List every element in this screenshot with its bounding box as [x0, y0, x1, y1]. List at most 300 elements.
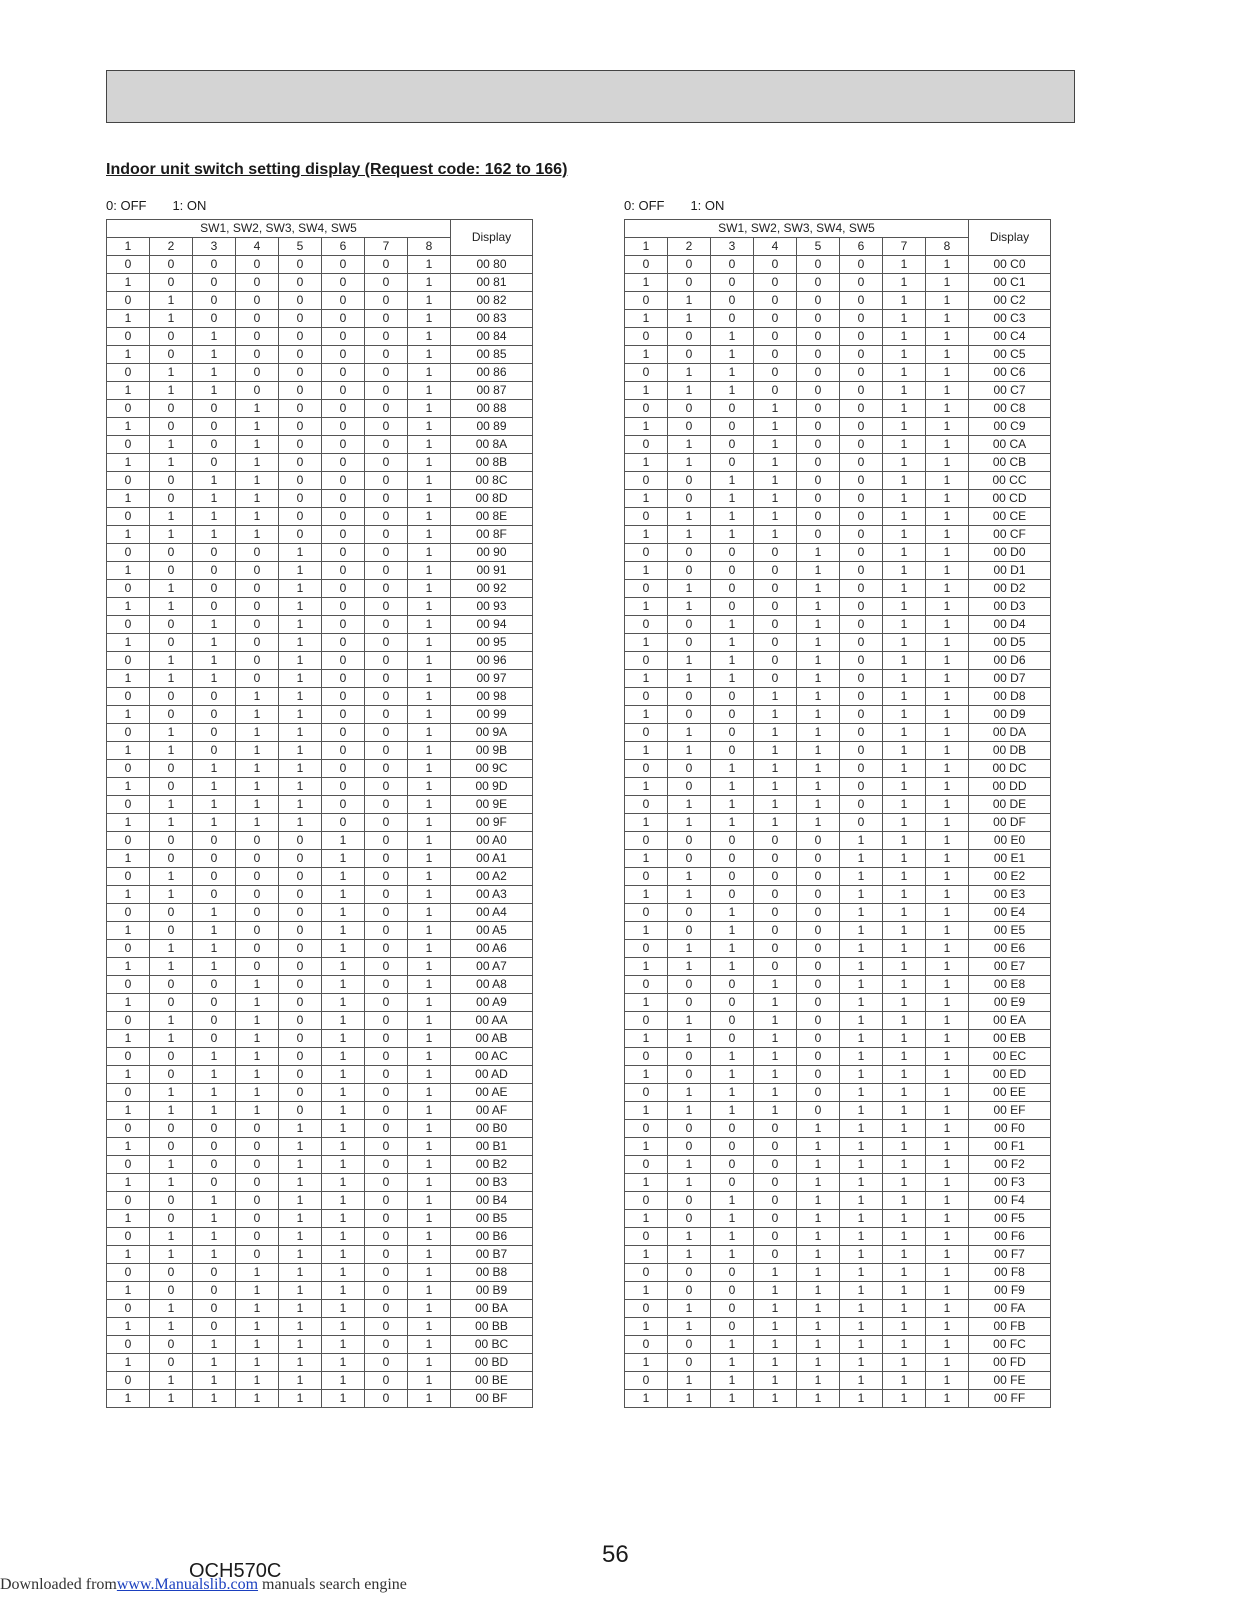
- switch-bit-cell: 1: [797, 634, 840, 652]
- switch-bit-cell: 1: [840, 1120, 883, 1138]
- switch-bit-cell: 1: [408, 364, 451, 382]
- switch-bit-cell: 1: [322, 904, 365, 922]
- switch-bit-cell: 0: [365, 634, 408, 652]
- display-code-cell: 00 ED: [969, 1066, 1051, 1084]
- table-row: [625, 472, 1051, 490]
- display-code-cell: 00 FC: [969, 1336, 1051, 1354]
- switch-bit-cell: 0: [150, 400, 193, 418]
- switch-bit-cell: 0: [711, 994, 754, 1012]
- switch-bit-cell: 0: [797, 904, 840, 922]
- switch-bit-cell: 1: [150, 652, 193, 670]
- switch-bit-cell: 1: [797, 1318, 840, 1336]
- switch-bit-cell: 1: [236, 724, 279, 742]
- switch-bit-cell: 0: [236, 652, 279, 670]
- table-row: [107, 1012, 533, 1030]
- switch-bit-cell: 0: [193, 310, 236, 328]
- switch-bit-cell: 0: [711, 1174, 754, 1192]
- switch-bit-cell: 1: [236, 418, 279, 436]
- switch-bit-cell: 1: [754, 1354, 797, 1372]
- switch-bit-cell: 1: [193, 922, 236, 940]
- switch-bit-cell: 1: [754, 1048, 797, 1066]
- switch-bit-cell: 0: [840, 814, 883, 832]
- switch-bit-cell: 0: [754, 1210, 797, 1228]
- switch-bit-cell: 0: [365, 1372, 408, 1390]
- switch-bit-cell: 0: [365, 778, 408, 796]
- switch-bit-cell: 1: [883, 1246, 926, 1264]
- table-row: [107, 922, 533, 940]
- switch-bit-cell: 1: [625, 562, 668, 580]
- display-code-cell: 00 F2: [969, 1156, 1051, 1174]
- switch-bit-cell: 1: [150, 1228, 193, 1246]
- switch-bit-cell: 0: [668, 778, 711, 796]
- switch-bit-cell: 0: [365, 796, 408, 814]
- switch-bit-cell: 1: [322, 1120, 365, 1138]
- switch-bit-cell: 1: [883, 616, 926, 634]
- switch-bit-cell: 0: [107, 796, 150, 814]
- switch-bit-cell: 1: [883, 868, 926, 886]
- switch-bit-cell: 0: [754, 904, 797, 922]
- switch-bit-cell: 1: [625, 778, 668, 796]
- switch-bit-cell: 0: [711, 706, 754, 724]
- switch-bit-cell: 1: [625, 382, 668, 400]
- switch-bit-cell: 0: [754, 1156, 797, 1174]
- switch-bit-cell: 0: [365, 418, 408, 436]
- switch-bit-cell: 1: [883, 958, 926, 976]
- switch-bit-cell: 1: [625, 598, 668, 616]
- switch-bit-cell: 1: [840, 1084, 883, 1102]
- switch-bit-cell: 1: [279, 688, 322, 706]
- switch-bit-cell: 0: [711, 886, 754, 904]
- switch-bit-cell: 0: [322, 580, 365, 598]
- switch-bit-cell: 1: [926, 1084, 969, 1102]
- table-row: [107, 418, 533, 436]
- table-row: [107, 1372, 533, 1390]
- switch-bit-cell: 0: [365, 868, 408, 886]
- switch-bit-cell: 1: [408, 292, 451, 310]
- switch-bit-cell: 1: [883, 1120, 926, 1138]
- switch-bit-cell: 1: [797, 760, 840, 778]
- switch-bit-cell: 1: [322, 976, 365, 994]
- manualslib-link[interactable]: www.Manualslib.com: [116, 1576, 259, 1593]
- switch-bit-cell: 0: [279, 508, 322, 526]
- switch-bit-cell: 1: [711, 958, 754, 976]
- display-code-cell: 00 CA: [969, 436, 1051, 454]
- table-row: [625, 562, 1051, 580]
- switch-bit-cell: 1: [926, 1102, 969, 1120]
- switch-bit-cell: 0: [236, 670, 279, 688]
- switch-bit-cell: 0: [625, 256, 668, 274]
- switch-bit-cell: 0: [711, 1138, 754, 1156]
- switch-bit-cell: 1: [711, 1102, 754, 1120]
- column-header-2: 2: [150, 238, 193, 256]
- table-row: [625, 418, 1051, 436]
- switch-bit-cell: 1: [150, 1084, 193, 1102]
- switch-bit-cell: 1: [107, 994, 150, 1012]
- switch-bit-cell: 1: [150, 1174, 193, 1192]
- table-row: [107, 796, 533, 814]
- switch-bit-cell: 1: [926, 670, 969, 688]
- switch-bit-cell: 1: [754, 526, 797, 544]
- switch-bit-cell: 1: [711, 526, 754, 544]
- display-code-cell: 00 CE: [969, 508, 1051, 526]
- switch-bit-cell: 1: [408, 1372, 451, 1390]
- switch-bit-cell: 0: [150, 544, 193, 562]
- switch-bit-cell: 0: [279, 1012, 322, 1030]
- switch-bit-cell: 1: [883, 832, 926, 850]
- switch-bit-cell: 1: [107, 634, 150, 652]
- switch-bit-cell: 0: [625, 976, 668, 994]
- table-row: [107, 1174, 533, 1192]
- switch-bit-cell: 1: [150, 1012, 193, 1030]
- switch-bit-cell: 1: [408, 1066, 451, 1084]
- display-code-cell: 00 DC: [969, 760, 1051, 778]
- switch-bit-cell: 1: [107, 490, 150, 508]
- switch-bit-cell: 0: [107, 1084, 150, 1102]
- table-row: [107, 994, 533, 1012]
- switch-bit-cell: 1: [625, 1282, 668, 1300]
- switch-bit-cell: 1: [279, 544, 322, 562]
- display-code-cell: 00 AD: [451, 1066, 533, 1084]
- switch-bit-cell: 1: [840, 850, 883, 868]
- switch-bit-cell: 1: [926, 1192, 969, 1210]
- switch-bit-cell: 1: [883, 652, 926, 670]
- switch-bit-cell: 1: [625, 706, 668, 724]
- switch-bit-cell: 0: [279, 382, 322, 400]
- switch-bit-cell: 0: [365, 940, 408, 958]
- switch-bit-cell: 1: [322, 1084, 365, 1102]
- switch-bit-cell: 0: [150, 418, 193, 436]
- switch-bit-cell: 1: [625, 454, 668, 472]
- table-row: [107, 1030, 533, 1048]
- display-code-cell: 00 A2: [451, 868, 533, 886]
- table-row: [625, 634, 1051, 652]
- switch-bit-cell: 1: [107, 850, 150, 868]
- switch-bit-cell: 1: [236, 706, 279, 724]
- display-code-cell: 00 E9: [969, 994, 1051, 1012]
- column-header-5: 5: [279, 238, 322, 256]
- switch-bit-cell: 0: [193, 274, 236, 292]
- switch-bit-cell: 0: [797, 976, 840, 994]
- switch-bit-cell: 1: [408, 1174, 451, 1192]
- switch-bit-cell: 1: [279, 760, 322, 778]
- switch-bit-cell: 0: [150, 634, 193, 652]
- column-header-8: 8: [408, 238, 451, 256]
- display-code-cell: 00 B2: [451, 1156, 533, 1174]
- switch-bit-cell: 0: [107, 1372, 150, 1390]
- display-code-cell: 00 FF: [969, 1390, 1051, 1408]
- switch-bit-cell: 1: [840, 1102, 883, 1120]
- switch-bit-cell: 1: [625, 994, 668, 1012]
- switch-bit-cell: 0: [322, 400, 365, 418]
- switch-bit-cell: 1: [107, 1210, 150, 1228]
- switch-bit-cell: 0: [797, 508, 840, 526]
- switch-bit-cell: 1: [625, 1030, 668, 1048]
- switch-bit-cell: 0: [668, 832, 711, 850]
- display-code-cell: 00 C6: [969, 364, 1051, 382]
- switch-bit-cell: 1: [797, 1246, 840, 1264]
- switch-bit-cell: 1: [236, 526, 279, 544]
- switch-bit-cell: 1: [408, 562, 451, 580]
- switch-bit-cell: 0: [797, 940, 840, 958]
- table-row: [625, 1282, 1051, 1300]
- table-row: [107, 760, 533, 778]
- switch-bit-cell: 1: [322, 940, 365, 958]
- switch-bit-cell: 0: [193, 1030, 236, 1048]
- switch-bit-cell: 1: [711, 1228, 754, 1246]
- switch-bit-cell: 1: [668, 526, 711, 544]
- switch-bit-cell: 1: [668, 670, 711, 688]
- switch-bit-cell: 0: [365, 598, 408, 616]
- switch-bit-cell: 0: [840, 562, 883, 580]
- switch-bit-cell: 1: [840, 904, 883, 922]
- display-code-cell: 00 97: [451, 670, 533, 688]
- switch-bit-cell: 1: [279, 742, 322, 760]
- switch-bit-cell: 1: [193, 490, 236, 508]
- table-row: [625, 706, 1051, 724]
- switch-bit-cell: 1: [926, 1030, 969, 1048]
- table-row: [625, 958, 1051, 976]
- switch-bit-cell: 0: [193, 418, 236, 436]
- switch-bit-cell: 1: [797, 1192, 840, 1210]
- switch-bit-cell: 0: [236, 310, 279, 328]
- switch-bit-cell: 1: [926, 1174, 969, 1192]
- switch-bit-cell: 0: [279, 1102, 322, 1120]
- table-row: [107, 508, 533, 526]
- switch-bit-cell: 1: [279, 1174, 322, 1192]
- switch-bit-cell: 1: [754, 1282, 797, 1300]
- switch-bit-cell: 0: [754, 1246, 797, 1264]
- switch-bit-cell: 0: [193, 1156, 236, 1174]
- switch-bit-cell: 0: [668, 1048, 711, 1066]
- switch-bit-cell: 0: [322, 544, 365, 562]
- switch-bit-cell: 0: [840, 724, 883, 742]
- switch-bit-cell: 1: [840, 886, 883, 904]
- switch-bit-cell: 0: [840, 742, 883, 760]
- switch-bit-cell: 1: [711, 616, 754, 634]
- display-code-cell: 00 D6: [969, 652, 1051, 670]
- display-code-cell: 00 F9: [969, 1282, 1051, 1300]
- display-code-cell: 00 E0: [969, 832, 1051, 850]
- display-code-cell: 00 A7: [451, 958, 533, 976]
- switch-bit-cell: 0: [236, 958, 279, 976]
- switch-bit-cell: 0: [236, 1246, 279, 1264]
- switch-bit-cell: 1: [236, 436, 279, 454]
- table-row: [625, 1174, 1051, 1192]
- switch-bit-cell: 1: [711, 1210, 754, 1228]
- switch-bit-cell: 0: [625, 1012, 668, 1030]
- switch-bit-cell: 0: [840, 454, 883, 472]
- table-row: [625, 454, 1051, 472]
- switch-bit-cell: 1: [279, 616, 322, 634]
- switch-bit-cell: 1: [408, 328, 451, 346]
- table-row: [625, 814, 1051, 832]
- table-row: [625, 508, 1051, 526]
- display-code-cell: 00 D8: [969, 688, 1051, 706]
- switch-bit-cell: 1: [107, 346, 150, 364]
- switch-bit-cell: 1: [883, 742, 926, 760]
- display-code-cell: 00 DF: [969, 814, 1051, 832]
- switch-bit-cell: 1: [193, 1246, 236, 1264]
- display-code-cell: 00 B9: [451, 1282, 533, 1300]
- switch-bit-cell: 1: [797, 724, 840, 742]
- switch-bit-cell: 1: [883, 940, 926, 958]
- table-row: [107, 832, 533, 850]
- switch-bit-cell: 1: [625, 1390, 668, 1408]
- switch-bit-cell: 1: [107, 1354, 150, 1372]
- switch-bit-cell: 1: [883, 580, 926, 598]
- switch-bit-cell: 0: [711, 742, 754, 760]
- table-row: [625, 652, 1051, 670]
- switch-bit-cell: 1: [236, 400, 279, 418]
- table-row: [107, 976, 533, 994]
- switch-bit-cell: 0: [625, 616, 668, 634]
- switch-bit-cell: 1: [408, 256, 451, 274]
- switch-bit-cell: 1: [797, 814, 840, 832]
- switch-bit-cell: 0: [279, 292, 322, 310]
- switch-bit-cell: 0: [107, 1120, 150, 1138]
- display-code-cell: 00 F3: [969, 1174, 1051, 1192]
- switch-bit-cell: 1: [883, 1012, 926, 1030]
- switch-bit-cell: 0: [365, 652, 408, 670]
- switch-bit-cell: 1: [150, 1318, 193, 1336]
- switch-bit-cell: 1: [840, 1318, 883, 1336]
- switch-bit-cell: 1: [668, 1030, 711, 1048]
- table-row: [107, 1336, 533, 1354]
- switch-bit-cell: 1: [236, 1048, 279, 1066]
- display-code-cell: 00 DB: [969, 742, 1051, 760]
- switch-bit-cell: 0: [322, 760, 365, 778]
- switch-bit-cell: 0: [107, 940, 150, 958]
- switch-bit-cell: 0: [236, 832, 279, 850]
- switch-bit-cell: 0: [279, 886, 322, 904]
- switch-bit-cell: 0: [193, 1300, 236, 1318]
- switch-bit-cell: 1: [883, 1138, 926, 1156]
- switch-bit-cell: 1: [883, 274, 926, 292]
- switch-bit-cell: 1: [408, 436, 451, 454]
- switch-bit-cell: 1: [668, 580, 711, 598]
- switch-bit-cell: 0: [840, 274, 883, 292]
- switch-bit-cell: 1: [625, 310, 668, 328]
- display-code-cell: 00 E7: [969, 958, 1051, 976]
- switch-bit-cell: 1: [279, 1120, 322, 1138]
- switch-bit-cell: 1: [322, 1246, 365, 1264]
- switch-bit-cell: 1: [926, 1282, 969, 1300]
- switch-bit-cell: 1: [797, 562, 840, 580]
- table-row: [625, 1192, 1051, 1210]
- switch-bit-cell: 1: [797, 778, 840, 796]
- switch-bit-cell: 1: [279, 652, 322, 670]
- switch-bit-cell: 0: [840, 598, 883, 616]
- display-code-cell: 00 B0: [451, 1120, 533, 1138]
- table-row: [107, 1390, 533, 1408]
- switch-bit-cell: 1: [883, 382, 926, 400]
- switch-bit-cell: 0: [322, 724, 365, 742]
- display-code-cell: 00 F5: [969, 1210, 1051, 1228]
- switch-bit-cell: 1: [279, 1192, 322, 1210]
- switch-bit-cell: 0: [797, 958, 840, 976]
- switch-bit-cell: 1: [883, 562, 926, 580]
- switch-bit-cell: 1: [193, 1372, 236, 1390]
- switch-bit-cell: 1: [926, 886, 969, 904]
- switch-bit-cell: 0: [150, 256, 193, 274]
- switch-bit-cell: 1: [107, 706, 150, 724]
- switch-bit-cell: 0: [236, 616, 279, 634]
- display-code-cell: 00 FE: [969, 1372, 1051, 1390]
- switch-bit-cell: 1: [408, 1300, 451, 1318]
- switch-bit-cell: 0: [322, 454, 365, 472]
- switch-bit-cell: 0: [236, 1210, 279, 1228]
- switch-bit-cell: 1: [408, 1030, 451, 1048]
- switch-bit-cell: 1: [625, 418, 668, 436]
- column-header-7: 7: [365, 238, 408, 256]
- switch-bit-cell: 0: [797, 328, 840, 346]
- switch-bit-cell: 1: [408, 1012, 451, 1030]
- switch-bit-cell: 1: [150, 1300, 193, 1318]
- switch-bit-cell: 1: [754, 994, 797, 1012]
- table-row: [107, 1192, 533, 1210]
- switch-bit-cell: 0: [625, 1264, 668, 1282]
- switch-bit-cell: 0: [322, 652, 365, 670]
- switch-bit-cell: 0: [365, 922, 408, 940]
- switch-bit-cell: 0: [150, 1282, 193, 1300]
- switch-bit-cell: 0: [279, 346, 322, 364]
- switch-bit-cell: 0: [840, 544, 883, 562]
- switch-bit-cell: 1: [236, 1264, 279, 1282]
- switch-bit-cell: 0: [279, 1084, 322, 1102]
- switch-bit-cell: 1: [711, 1372, 754, 1390]
- switch-bit-cell: 1: [926, 1354, 969, 1372]
- switch-bit-cell: 1: [150, 742, 193, 760]
- switch-bit-cell: 0: [365, 724, 408, 742]
- display-code-cell: 00 BA: [451, 1300, 533, 1318]
- display-code-cell: 00 96: [451, 652, 533, 670]
- switch-bit-cell: 1: [279, 634, 322, 652]
- switch-bit-cell: 0: [668, 562, 711, 580]
- switch-bit-cell: 0: [754, 958, 797, 976]
- table-row: [625, 328, 1051, 346]
- display-code-cell: 00 AF: [451, 1102, 533, 1120]
- display-code-cell: 00 9C: [451, 760, 533, 778]
- switch-bit-cell: 1: [279, 1372, 322, 1390]
- switch-bit-cell: 1: [279, 1138, 322, 1156]
- switch-bit-cell: 1: [926, 1372, 969, 1390]
- switch-bit-cell: 0: [236, 292, 279, 310]
- table-row: [107, 1084, 533, 1102]
- switch-bit-cell: 1: [797, 652, 840, 670]
- switch-bit-cell: 1: [668, 1372, 711, 1390]
- switch-bit-cell: 0: [365, 1210, 408, 1228]
- switch-bit-cell: 1: [754, 508, 797, 526]
- switch-bit-cell: 1: [926, 544, 969, 562]
- switch-bit-cell: 0: [107, 1300, 150, 1318]
- switch-bit-cell: 1: [926, 994, 969, 1012]
- switch-bit-cell: 1: [797, 1138, 840, 1156]
- switch-bit-cell: 1: [408, 850, 451, 868]
- switch-bit-cell: 1: [150, 958, 193, 976]
- switch-bit-cell: 0: [625, 1336, 668, 1354]
- switch-bit-cell: 0: [279, 400, 322, 418]
- switch-bit-cell: 0: [668, 688, 711, 706]
- switch-bit-cell: 1: [408, 832, 451, 850]
- switch-bit-cell: 0: [193, 724, 236, 742]
- switch-bit-cell: 0: [365, 814, 408, 832]
- switch-bit-cell: 0: [193, 832, 236, 850]
- switch-bit-cell: 0: [365, 1390, 408, 1408]
- switch-bit-cell: 1: [625, 1354, 668, 1372]
- switch-bit-cell: 1: [236, 814, 279, 832]
- switch-bit-cell: 1: [408, 1264, 451, 1282]
- switch-bit-cell: 0: [840, 418, 883, 436]
